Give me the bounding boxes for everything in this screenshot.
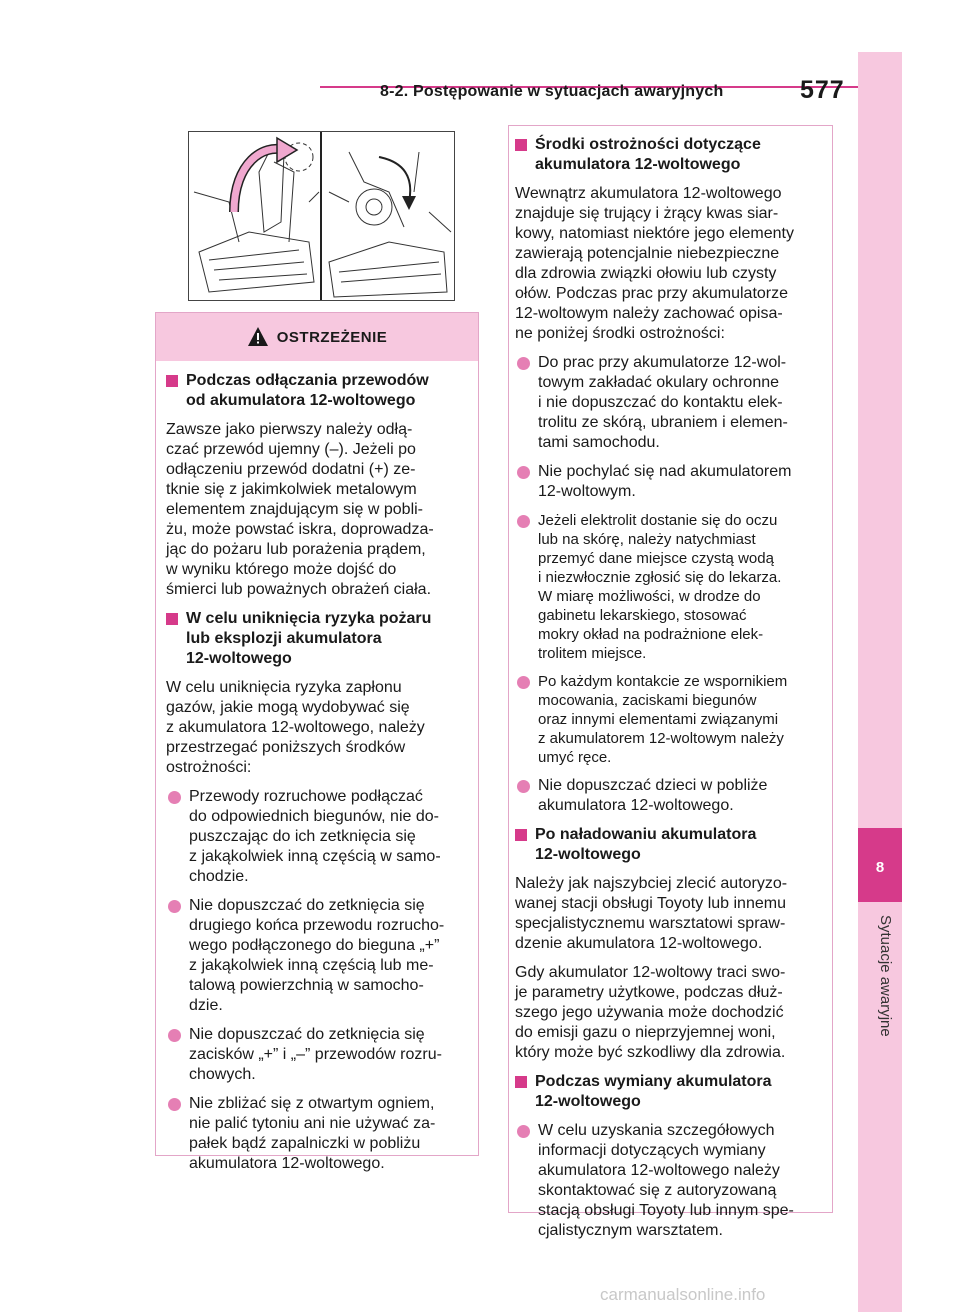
list-item: Jeżeli elektrolit dostanie się do oczu lub na skórę, należy natychmiast przemyć dane miejsce czystą wodą i niezwłocznie zgłosić się do lekarza. W miarę możliwości, w drodze do gabinetu lekarskiego, stosować mokry okład na podrażnione elek- trolitem miejsce. [515, 511, 826, 663]
chapter-number: 8 [858, 828, 902, 902]
list-item: Do prac przy akumulatorze 12-wol- towym zakładać okulary ochronne i nie dopuszczać do kontaktu elek- trolitu ze skórą, ubraniem i elemen- tami samochodu. [515, 353, 826, 453]
section-title: 8-2. Postępowanie w sytuacjach awaryjnych [380, 83, 724, 100]
section-heading: Środki ostrożności dotyczące akumulatora 12-woltowego [515, 135, 826, 175]
section-heading: W celu uniknięcia ryzyka pożaru lub eksplozji akumulatora 12-woltowego [166, 609, 469, 669]
list-item: Po każdym kontakcie ze wspornikiem mocowania, zaciskami biegunów oraz innymi elementami związanymi z akumulatorem 12-woltowym należy umyć ręce. [515, 672, 826, 767]
battery-disconnect-illustration [188, 131, 455, 301]
warning-content [156, 361, 478, 1174]
warning-title: OSTRZEŻENIE [276, 328, 388, 346]
warning-icon [247, 326, 269, 348]
list-item: Nie pochylać się nad akumulatorem 12-woltowym. [515, 462, 826, 502]
illustration-drawing [189, 132, 454, 300]
paragraph: Zawsze jako pierwszy należy odłą- czać przewód ujemny (–). Jeżeli po odłączeniu przewód dodatni (+) ze- tknie się z jakimkolwiek metalowym elementem znajdującym się w pobli- żu, może powstać iskra, doprowadza- jąc do pożaru lub porażenia prądem, w wyniku którego może dojść do śmierci lub poważnych obrażeń ciała. [166, 421, 434, 598]
section-heading: Podczas odłączania przewodów od akumulatora 12-woltowego [166, 371, 469, 411]
paragraph: Należy jak najszybciej zlecić autoryzo- wanej stacji obsługi Toyoty lub innemu specjalistycznemu warsztatowi spraw- dzenie akumulatora 12-woltowego. [515, 875, 788, 952]
info-box [508, 125, 833, 1239]
page-number: 577 [800, 76, 845, 104]
warning-header [156, 313, 478, 361]
paragraph: Gdy akumulator 12-woltowy traci swo- je parametry użytkowe, podczas dłuż- szego jego używania może dochodzić do emisji gazu o nieprzyjemnej woni, który może być szkodliwy dla zdrowia. [515, 964, 786, 1061]
watermark: carmanualsonline.info [600, 1285, 766, 1304]
list-item: Nie dopuszczać do zetknięcia się zacisków „+” i „–” przewodów rozru- chowych. [166, 1025, 469, 1085]
list-item: Nie zbliżać się z otwartym ogniem, nie palić tytoniu ani nie używać za- pałek bądź zapalniczki w pobliżu akumulatora 12-woltowego. [166, 1094, 469, 1174]
chapter-label: Sytuacje awaryjne [877, 915, 894, 1037]
paragraph: Wewnątrz akumulatora 12-woltowego znajduje się trujący i żrący kwas siar- kowy, natomiast niektóre jego elementy zawierają potencjalnie niebezpieczne dla zdrowia związki ołowiu lub czysty ołów. Podczas prac przy akumulatorze 12-woltowym należy zachować opisa- ne poniżej środki ostrożności: [515, 185, 794, 342]
list-item: Nie dopuszczać do zetknięcia się drugiego końca przewodu rozrucho- wego podłączonego do bieguna „+” z jakąkolwiek inną częścią lub me- talową powierzchnią w samocho- dzie. [166, 896, 469, 1016]
paragraph: W celu uniknięcia ryzyka zapłonu gazów, jakie mogą wydobywać się z akumulatora 12-woltowego, należy przestrzegać poniższych środków ostrożności: [166, 679, 425, 776]
chapter-tab [858, 52, 902, 1312]
list-item: W celu uzyskania szczegółowych informacji dotyczących wymiany akumulatora 12-woltowego należy skontaktować się z autoryzowaną stacją obsługi Toyoty lub innym spe- cjalistycznym warsztatem. [515, 1121, 826, 1241]
section-heading: Podczas wymiany akumulatora 12-woltowego [515, 1072, 826, 1112]
list-item: Nie dopuszczać dzieci w pobliże akumulatora 12-woltowego. [515, 776, 826, 816]
warning-box [155, 312, 479, 1172]
list-item: Przewody rozruchowe podłączać do odpowiednich biegunów, nie do- puszczając do ich zetknięcia się z jakąkolwiek inną częścią w samo- chodzie. [166, 787, 469, 887]
section-heading: Po naładowaniu akumulatora 12-woltowego [515, 825, 826, 865]
